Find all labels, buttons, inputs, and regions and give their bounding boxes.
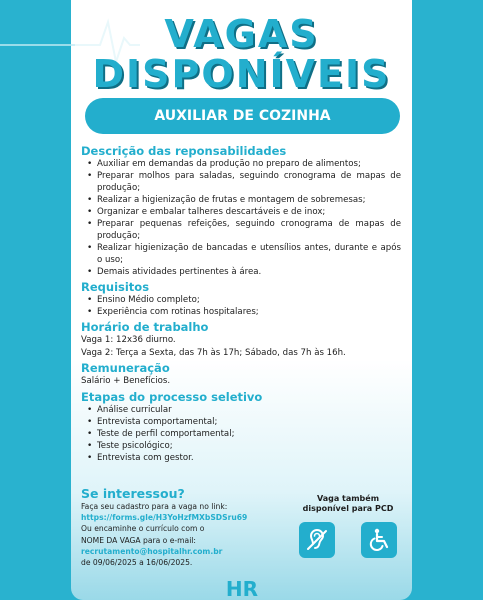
compensation-text: Salário + Benefícios.	[81, 376, 171, 386]
job-title-banner: AUXILIAR DE COZINHA	[85, 98, 400, 134]
list-item: • Auxiliar em demandas da produção no preparo de alimentos;	[81, 158, 401, 170]
wheelchair-icon	[361, 522, 397, 558]
requirements-list	[81, 294, 401, 318]
application-info	[81, 486, 291, 568]
list-item: • Preparar pequenas refeições, seguindo cronograma de mapas de produção;	[81, 218, 401, 242]
pcd-label: Vaga também	[316, 494, 380, 503]
list-item: • Organizar e embalar talheres descartáveis e de inox;	[81, 206, 401, 218]
responsibilities-heading: Descrição das reponsabilidades	[81, 144, 287, 158]
list-item: • Ensino Médio completo;	[81, 294, 401, 306]
pcd-icons	[296, 522, 400, 558]
list-item: • Realizar a higienização de frutas e montagem de sobremesas;	[81, 194, 401, 206]
application-link[interactable]: https://forms.gle/H3YoHzfMXbSDSru69	[81, 513, 248, 523]
hearing-impaired-icon	[299, 522, 335, 558]
cta-heading: Se interessou?	[81, 486, 185, 501]
title-line-1: VAGAS	[164, 12, 319, 56]
process-heading: Etapas do processo seletivo	[81, 389, 263, 404]
list-item: • Teste de perfil comportamental;	[81, 428, 401, 440]
requirements-heading: Requisitos	[81, 280, 150, 294]
list-item: • Entrevista com gestor.	[81, 452, 401, 464]
process-list	[81, 404, 401, 464]
logo-text: HR	[225, 577, 259, 600]
list-item: • Entrevista comportamental;	[81, 416, 401, 428]
cta-dates: de 09/06/2025 a 16/06/2025.	[81, 558, 193, 568]
cta-line: Faça seu cadastro para a vaga no link:	[81, 502, 228, 511]
list-item: • Demais atividades pertinentes à área.	[81, 266, 401, 278]
schedule-line: Vaga 1: 12x36 diurno.	[81, 335, 176, 345]
list-item: • Análise curricular	[81, 404, 401, 416]
cta-line: NOME DA VAGA para o e-mail:	[81, 535, 196, 545]
pcd-label: disponível para PCD	[302, 504, 394, 513]
company-logo	[222, 576, 262, 600]
schedule-heading: Horário de trabalho	[81, 320, 209, 334]
cta-line: Ou encaminhe o currículo com o	[81, 524, 205, 534]
title-line-2: DISPONÍVEIS	[92, 52, 391, 96]
compensation-heading: Remuneração	[81, 361, 170, 375]
list-item: • Experiência com rotinas hospitalares;	[81, 306, 401, 318]
list-item: • Teste psicológico;	[81, 440, 401, 452]
recruitment-email[interactable]: recrutamento@hospitalhr.com.br	[81, 546, 223, 556]
schedule-line: Vaga 2: Terça a Sexta, das 7h às 17h; Sábado, das 7h às 16h.	[81, 347, 346, 358]
list-item: • Preparar molhos para saladas, seguindo cronograma de mapas de produção;	[81, 170, 401, 194]
job-description	[81, 142, 401, 464]
pcd-notice	[296, 494, 400, 558]
responsibilities-list	[81, 158, 401, 278]
list-item: • Realizar higienização de bancadas e utensílios antes, durante e após o uso;	[81, 242, 401, 266]
